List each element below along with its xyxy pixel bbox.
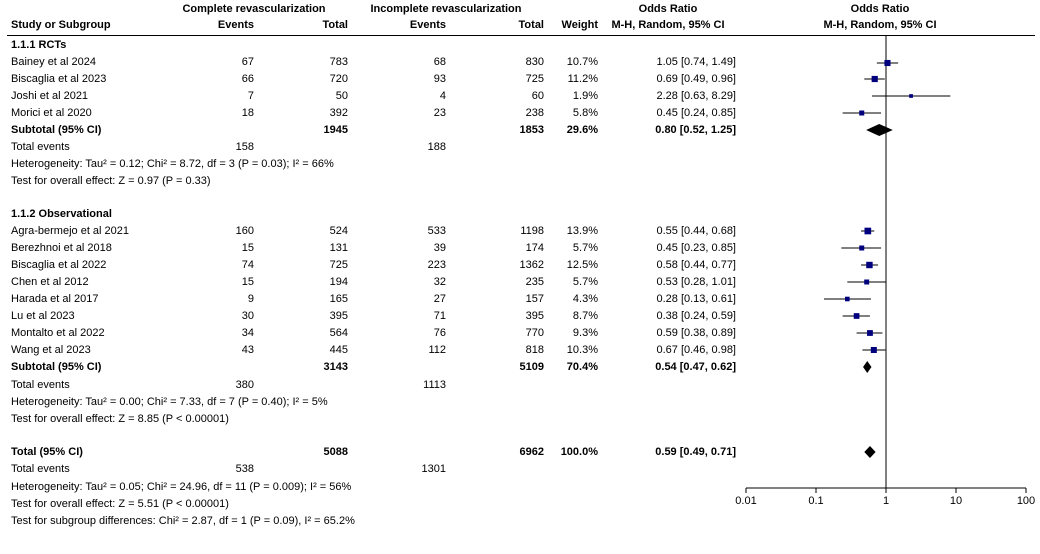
weight: 5.7%: [572, 242, 598, 254]
study-name: Bainey et al 2024: [11, 56, 97, 68]
total1: 564: [329, 327, 348, 339]
odds-ratio-ci: 0.59 [0.38, 0.89]: [656, 327, 736, 339]
total2: 235: [525, 276, 544, 288]
events2: 112: [428, 344, 446, 356]
subgroup-differences-text: Test for subgroup differences: Chi² = 2.87, df = 1 (P = 0.09), I² = 65.2%: [11, 515, 355, 527]
total2: 830: [525, 56, 544, 68]
total-weight: 100.0%: [560, 446, 598, 458]
weight: 10.7%: [566, 56, 598, 68]
study-name: Joshi et al 2021: [11, 90, 89, 102]
col-study: Study or Subgroup: [11, 19, 111, 31]
odds-ratio-ci: 0.55 [0.44, 0.68]: [656, 225, 736, 237]
col-total1: Total: [322, 19, 348, 31]
study-name: Berezhnoi et al 2018: [11, 242, 112, 254]
subtotal-total1: 1945: [323, 124, 348, 136]
study-name: Lu et al 2023: [11, 310, 75, 322]
subtotal-total1: 3143: [323, 361, 348, 373]
events2: 71: [433, 310, 446, 322]
total-events-label: Total events: [11, 141, 70, 153]
heterogeneity-text: Heterogeneity: Tau² = 0.00; Chi² = 7.33, df = 7 (P = 0.40); I² = 5%: [11, 396, 328, 408]
study-name: Harada et al 2017: [11, 293, 99, 305]
events2: 32: [433, 276, 446, 288]
total2: 157: [525, 293, 544, 305]
study-point: [872, 76, 878, 82]
events1: 30: [241, 310, 254, 322]
overall-effect-text: Test for overall effect: Z = 5.51 (P < 0.00001): [11, 498, 229, 510]
overall-effect-text: Test for overall effect: Z = 8.85 (P < 0.00001): [11, 413, 229, 425]
subtotal-total2: 5109: [519, 361, 544, 373]
events2: 76: [433, 327, 446, 339]
weight: 12.5%: [566, 259, 598, 271]
weight: 8.7%: [572, 310, 598, 322]
study-point: [859, 110, 864, 115]
events1: 43: [241, 344, 254, 356]
x-axis-tick-label: 100: [1016, 495, 1036, 507]
summary-diamond: [866, 124, 893, 136]
summary-diamond: [863, 361, 871, 373]
odds-ratio-ci: 0.53 [0.28, 1.01]: [656, 276, 736, 288]
weight: 9.3%: [572, 327, 598, 339]
subtotal-label: Subtotal (95% CI): [11, 124, 102, 136]
study-name: Biscaglia et al 2022: [11, 259, 107, 271]
events1: 67: [241, 56, 254, 68]
events2: 27: [433, 293, 446, 305]
odds-ratio-ci: 0.67 [0.46, 0.98]: [656, 344, 736, 356]
total1: 395: [329, 310, 348, 322]
total1: 392: [329, 107, 348, 119]
x-axis-tick-label: 0.01: [735, 495, 757, 507]
x-axis-tick-label: 1: [882, 495, 890, 507]
total1: 720: [329, 73, 348, 85]
events2: 4: [439, 90, 446, 102]
total2: 174: [525, 242, 544, 254]
total2: 60: [531, 90, 544, 102]
odds-ratio-ci: 2.28 [0.63, 8.29]: [656, 90, 736, 102]
total1: 50: [335, 90, 348, 102]
study-point: [909, 94, 913, 98]
col-events2: Events: [409, 19, 446, 31]
total-events1: 538: [235, 463, 254, 475]
total1: 165: [329, 293, 348, 305]
total2: 725: [525, 73, 544, 85]
heterogeneity-text: Heterogeneity: Tau² = 0.12; Chi² = 8.72, df = 3 (P = 0.03); I² = 66%: [11, 158, 334, 170]
study-point: [871, 347, 877, 353]
events1: 66: [241, 73, 254, 85]
total-events-label: Total events: [11, 463, 70, 475]
subtotal-ci: 0.54 [0.47, 0.62]: [655, 361, 736, 373]
study-point: [864, 228, 871, 235]
odds-ratio-ci: 1.05 [0.74, 1.49]: [656, 56, 736, 68]
total1: 131: [329, 242, 348, 254]
subtotal-label: Subtotal (95% CI): [11, 361, 102, 373]
study-point: [866, 262, 872, 268]
events2: 93: [433, 73, 446, 85]
total-total1: 5088: [323, 446, 348, 458]
events2: 23: [433, 107, 446, 119]
total-ci: 0.59 [0.49, 0.71]: [655, 446, 736, 458]
events2: 68: [433, 56, 446, 68]
col-method: M-H, Random, 95% CI: [611, 19, 725, 31]
total2: 770: [525, 327, 544, 339]
x-axis-tick-label: 0.1: [808, 495, 824, 507]
total-events2: 1113: [423, 379, 446, 391]
weight: 5.8%: [572, 107, 598, 119]
total-events1: 380: [235, 379, 254, 391]
total1: 783: [329, 56, 348, 68]
total-events1: 158: [235, 141, 254, 153]
col-weight: Weight: [561, 19, 598, 31]
total-events2: 1301: [421, 463, 446, 475]
section-title: 1.1.2 Observational: [11, 208, 112, 220]
total1: 445: [329, 344, 348, 356]
odds-ratio-ci: 0.45 [0.24, 0.85]: [656, 107, 736, 119]
odds-ratio-ci: 0.58 [0.44, 0.77]: [656, 259, 736, 271]
overall-effect-text: Test for overall effect: Z = 0.97 (P = 0.33): [11, 175, 211, 187]
section-title: 1.1.1 RCTs: [11, 39, 67, 51]
subtotal-total2: 1853: [519, 124, 544, 136]
total-events-label: Total events: [11, 379, 70, 391]
odds-ratio-ci: 0.45 [0.23, 0.85]: [656, 242, 736, 254]
study-point: [884, 60, 890, 66]
odds-ratio-ci: 0.69 [0.49, 0.96]: [656, 73, 736, 85]
subtotal-weight: 29.6%: [566, 124, 598, 136]
study-name: Agra-bermejo et al 2021: [11, 225, 130, 237]
events1: 160: [235, 225, 254, 237]
study-name: Wang et al 2023: [11, 344, 91, 356]
events1: 15: [241, 242, 254, 254]
events1: 15: [241, 276, 254, 288]
events2: 533: [427, 225, 446, 237]
total1: 524: [329, 225, 348, 237]
events2: 39: [433, 242, 446, 254]
col-total2: Total: [518, 19, 544, 31]
x-axis-tick-label: 10: [949, 495, 963, 507]
study-point: [854, 313, 860, 319]
total-label: Total (95% CI): [11, 446, 83, 458]
total-events2: 188: [427, 141, 446, 153]
weight: 1.9%: [572, 90, 598, 102]
weight: 10.3%: [566, 344, 598, 356]
events1: 74: [241, 259, 254, 271]
total2: 1362: [519, 259, 544, 271]
total2: 1198: [520, 225, 544, 237]
subtotal-weight: 70.4%: [566, 361, 598, 373]
study-point: [845, 297, 850, 302]
study-point: [859, 246, 864, 251]
total2: 395: [525, 310, 544, 322]
study-name: Biscaglia et al 2023: [11, 73, 107, 85]
study-point: [864, 280, 869, 285]
weight: 5.7%: [572, 276, 598, 288]
events1: 7: [247, 90, 254, 102]
total1: 194: [329, 276, 348, 288]
study-name: Morici et al 2020: [11, 107, 92, 119]
subtotal-ci: 0.80 [0.52, 1.25]: [655, 124, 736, 136]
or-plot-title: Odds Ratio: [850, 3, 910, 15]
total2: 238: [525, 107, 544, 119]
group2-title: Incomplete revascularization: [370, 3, 522, 15]
or-title: Odds Ratio: [638, 3, 698, 15]
total1: 725: [329, 259, 348, 271]
col-events1: Events: [217, 19, 254, 31]
events1: 34: [241, 327, 254, 339]
study-point: [867, 330, 873, 336]
summary-diamond: [864, 446, 875, 458]
odds-ratio-ci: 0.38 [0.24, 0.59]: [656, 310, 736, 322]
events1: 18: [241, 107, 254, 119]
weight: 11.2%: [567, 73, 598, 85]
study-name: Chen et al 2012: [11, 276, 89, 288]
group1-title: Complete revascularization: [182, 3, 326, 15]
events1: 9: [247, 293, 254, 305]
heterogeneity-text: Heterogeneity: Tau² = 0.05; Chi² = 24.96, df = 11 (P = 0.009); I² = 56%: [11, 481, 352, 493]
col-plot-method: M-H, Random, 95% CI: [823, 19, 937, 31]
study-name: Montalto et al 2022: [11, 327, 105, 339]
total-total2: 6962: [519, 446, 544, 458]
odds-ratio-ci: 0.28 [0.13, 0.61]: [656, 293, 736, 305]
total2: 818: [525, 344, 544, 356]
weight: 4.3%: [572, 293, 598, 305]
events2: 223: [427, 259, 446, 271]
weight: 13.9%: [566, 225, 598, 237]
